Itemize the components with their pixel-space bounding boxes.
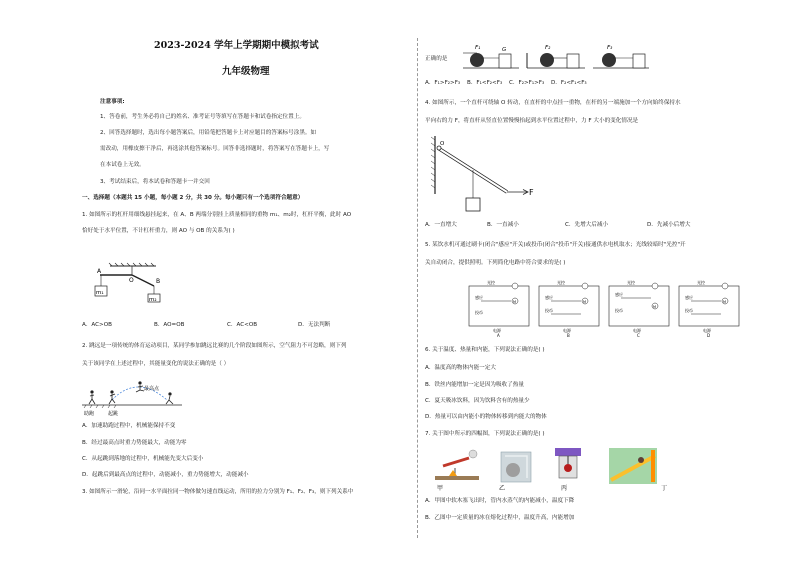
notice-heading: 注意事项: [100, 99, 125, 105]
notice-item-3: 需改动，用橡皮擦干净后，再选涂其他答案标号。回答非选择题时，将答案写在答题卡上，写 [100, 146, 330, 152]
exam-subtitle: 九年级物理 [222, 66, 270, 77]
circuit-c [609, 279, 669, 338]
circuit-d-sense-label: 感应 [685, 295, 693, 300]
pulley-setup-2 [527, 45, 585, 68]
section-heading: 一、选择题（本题共 15 小题，每小题 2 分，共 30 分。每小题只有一个选项符合题意） [82, 195, 304, 201]
long-jump-figure [82, 378, 182, 418]
q7-option-b: B．乙图中一定质量的冰在熔化过程中，温度升高，内能增加 [425, 515, 575, 521]
q6-line1: 6. 关于温度、热量和内能，下列说法正确的是( ) [425, 347, 545, 353]
circuit-d-name: D [707, 333, 711, 338]
circuit-c-name: C [637, 333, 640, 338]
rod-label-o: O [440, 141, 445, 147]
q7-fig-bing [555, 448, 581, 492]
circuit-a-light-label: 光控 [487, 280, 495, 285]
q2-option-b: B．经过最高点时重力势能最大，动能为零 [82, 440, 187, 446]
circuit-b-name: B [567, 333, 570, 338]
q7-label-yi: 乙 [499, 485, 506, 492]
circuit-d-supply-label: 电源 [703, 328, 711, 333]
circuit-c-light-label: 光控 [627, 280, 635, 285]
circuit-d-motor-label: M [723, 300, 727, 304]
rod-label-f: F [529, 188, 534, 197]
circuit-b-coin-label: 投币 [545, 308, 553, 313]
pulley-label-g: G [502, 47, 507, 53]
q7-option-a: A．甲图中软木塞飞出时，管内水蒸气的内能减小，温度下降 [425, 498, 575, 504]
q4-option-d: D．先减小后增大 [647, 222, 691, 228]
q6-option-c: C．夏天吸冰饮料，因为饮料含有的热量少 [425, 398, 530, 404]
jump-label-top: 最高点 [144, 386, 160, 392]
q2-line2: 关于该同学在上述过程中，其能量变化的说法正确的是（ ） [82, 361, 230, 367]
circuit-b-motor-label: M [583, 300, 587, 304]
q1-line1: 1. 如图所示的杠杆用细线悬挂起来，在 A、B 两端分别挂上质量相同的重物 m₁、m₂时，杠杆平衡，此时 AO [82, 212, 352, 218]
notice-item-2: 2、回答选择题时，选出每小题答案后，用铅笔把答题卡上对应题目的答案标号涂黑。如 [100, 130, 317, 136]
lever-label-o: O [129, 277, 134, 284]
q2-option-d: D．起跳后到最高点的过程中，动能减小，重力势能增大，动能减小 [82, 472, 249, 478]
q5-line2: 关自动闭合，提供照明。下列简化电路中符合要求的是( ) [425, 260, 566, 266]
q1-option-a: A．AC>OB [82, 322, 112, 328]
q7-fig-yi [499, 452, 531, 492]
exam-title: 2023-2024 学年上学期期中模拟考试 [154, 40, 319, 51]
q3-option-d: D．F₂<F₁<F₃ [551, 80, 587, 86]
q4-line1: 4. 如图所示，一个直杆可绕轴 O 转动，在直杆的中点挂一重物，在杆的另一端施加一个方向始终保持水 [425, 100, 681, 106]
circuit-c-supply-label: 电源 [633, 328, 641, 333]
q7-label-jia: 甲 [437, 485, 444, 492]
lever-label-m2: m₂ [149, 297, 157, 303]
q1-option-d: D．无法判断 [298, 322, 331, 328]
circuit-d [679, 279, 739, 338]
q4-line2: 平向右的力 F，将直杆从竖直位置慢慢抬起到水平位置过程中，力 F 大小的变化情况是 [425, 118, 639, 124]
pulley-label-f2: F₂ [545, 45, 551, 51]
jump-label-run: 助跑 [84, 411, 95, 417]
circuit-a [469, 279, 529, 338]
circuit-c-motor-label: M [653, 305, 657, 309]
circuit-a-supply-label: 电源 [493, 328, 501, 333]
q6-option-b: B．铁丝内能增加一定是因为吸收了热量 [425, 382, 524, 388]
circuit-b-light-label: 光控 [557, 280, 565, 285]
pulley-setup-1 [463, 45, 519, 68]
left-column [82, 0, 416, 562]
q4-option-c: C．先增大后减小 [565, 222, 609, 228]
circuit-a-name: A [497, 333, 500, 338]
pulley-label-f1: F₁ [475, 45, 481, 51]
q7-label-bing: 丙 [561, 485, 568, 492]
q6-option-d: D．热量可以由内能小的物体转移到内能大的物体 [425, 414, 547, 420]
circuit-d-coin-label: 投币 [685, 308, 693, 313]
pulley-label-f3: F₃ [607, 45, 613, 51]
lever-label-m1: m₁ [96, 290, 104, 296]
q7-label-ding: 丁 [661, 485, 668, 492]
circuit-a-coin-label: 投币 [475, 310, 483, 315]
q3-line1: 3. 如图所示一滑轮，沿同一水平面拉同一物体做匀速直线运动，所用的拉力分别为 F₁、F₂、F₃，则下列关系中 [82, 489, 354, 495]
rod-figure [429, 134, 539, 216]
notice-item-1: 1、答卷前，考生务必将自己的姓名、准考证号等填写在答题卡和试卷指定位置上。 [100, 114, 305, 120]
column-divider [417, 38, 418, 538]
q7-fig-ding [609, 448, 667, 492]
circuit-c-sense-label: 感应 [615, 292, 623, 297]
notice-item-4: 在本试卷上无效。 [100, 162, 145, 168]
right-column [425, 0, 770, 562]
q7-line1: 7. 关于图中所示的四幅图，下列说法正确的是( ) [425, 431, 545, 437]
circuit-b [539, 279, 599, 338]
lever-label-a: A [97, 268, 102, 275]
circuit-b-supply-label: 电源 [563, 328, 571, 333]
q3-option-a: A．F₁>F₂>F₃ [425, 80, 461, 86]
q2-option-a: A．加速助跑过程中，机械能保持不变 [82, 423, 176, 429]
q5-line1: 5. 某饮水机可通过刷卡(闭合"感应"开关)或投币(闭合"投币"开关)接通供水电机取水；光线较暗时"光控"开 [425, 242, 686, 248]
pulley-setup-3 [593, 45, 649, 68]
q7-figures [429, 444, 699, 492]
lever-label-b: B [156, 278, 161, 285]
q6-option-a: A．温度高的物体内能一定大 [425, 365, 496, 371]
lever-figure [94, 262, 184, 310]
notice-item-5: 3、考试结束后，将本试卷和答题卡一并交回 [100, 179, 210, 185]
circuit-c-coin-label: 投币 [615, 308, 623, 313]
q1-option-c: C．AC<OB [227, 322, 258, 328]
jump-label-takeoff: 起跳 [108, 411, 119, 417]
q7-fig-jia [435, 450, 479, 492]
circuit-b-sense-label: 感应 [545, 295, 553, 300]
circuit-a-sense-label: 感应 [475, 295, 483, 300]
q2-line1: 2. 跳远是一项传统的体育运动项目，某同学参加跳远比赛的几个阶段如图所示，空气阻力不可忽略，则下列 [82, 343, 347, 349]
q1-line2: 恰好处于水平位置，不计杠杆重力，则 AO 与 OB 的关系为( ) [82, 228, 235, 234]
circuit-figures [467, 276, 747, 338]
q3-option-c: C．F₂>F₁>F₃ [509, 80, 545, 86]
q3-option-b: B．F₁<F₂<F₃ [467, 80, 503, 86]
q4-option-a: A．一直增大 [425, 222, 457, 228]
pulley-figure [461, 40, 651, 74]
q1-option-b: B．AO=OB [154, 322, 185, 328]
circuit-d-light-label: 光控 [697, 280, 705, 285]
q2-option-c: C．从起跳到落地的过程中，机械能先变大后变小 [82, 456, 204, 462]
circuit-a-motor-label: M [513, 300, 517, 304]
q4-option-b: B．一直减小 [487, 222, 519, 228]
q3-line2: 正确的是 [425, 56, 448, 62]
